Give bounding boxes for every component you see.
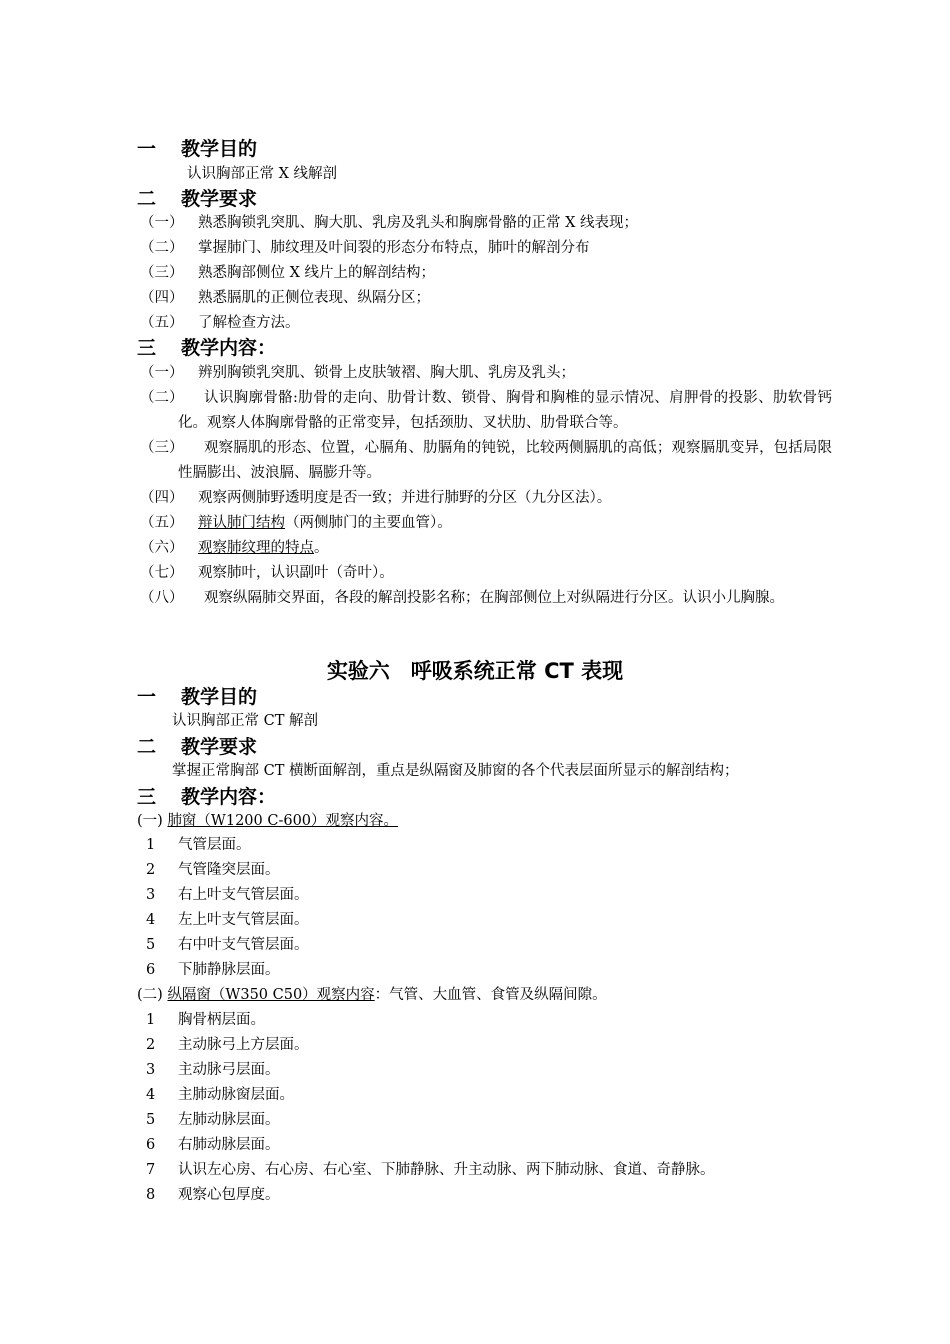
lung-window-heading: (一) 肺窗（W1200 C-600）观察内容。 <box>137 813 399 829</box>
section-heading-requirements: 二 教学要求 <box>137 188 258 210</box>
list-item: 2 气管隆突层面。 <box>146 862 280 878</box>
purpose-text: 认识胸部正常 X 线解剖 <box>187 166 338 182</box>
requirements-text-ct: 掌握正常胸部 CT 横断面解剖，重点是纵隔窗及肺窗的各个代表层面所显示的解剖结构； <box>172 763 739 779</box>
section-heading-content-ct: 三 教学内容： <box>137 786 277 808</box>
list-item: 1 气管层面。 <box>146 837 251 853</box>
document-page: 一 教学目的 认识胸部正常 X 线解剖 二 教学要求 （一） 熟悉胸锁乳突肌、胸大肌、乳房及乳头和胸廓骨骼的正常 X 线表现； （二） 掌握肺门、肺纹理及叶间裂的形态分布特点，肺叶的解剖分布 （三） 熟悉胸部侧位 X 线片上的解剖结构； （四） 熟悉膈肌的正侧位表现、纵隔分区； （五） 了解检查方法。 三 教学内容： （一） 辨别胸锁乳突肌、锁骨上皮肤皱褶、胸大肌、乳房及乳头； （二） 认识胸廓骨骼:肋骨的走向、肋骨计数、锁骨、胸骨和胸椎的显示情况、肩胛骨的投影、肋软骨钙化。观察人体胸廓骨骼的正常变异，包括颈肋、叉状肋、肋骨联合等。 （三） 观察膈肌的形态、位置，心膈角、肋膈角的钝锐，比较两侧膈肌的高低；观察膈肌变异，包括局限性膈膨出、波浪膈、膈膨升等。 （四） 观察两侧肺野透明度是否一致；并进行肺野的分区（九分区法）。 （五） 辩认肺门结构（两侧肺门的主要血管）。 （六） 观察肺纹理的特点。 （七） 观察肺叶，认识副叶（奇叶）。 （八） 观察纵隔肺交界面，各段的解剖投影名称；在胸部侧位上对纵隔进行分区。认识小儿胸腺。 实验六 呼吸系统正常 CT 表现 一 教学目的 认识胸部正常 CT 解剖 二 教学要求 掌握正常胸部 CT 横断面解剖，重点是纵隔窗及肺窗的各个代表层面所显示的解剖结构； 三 教学内容： (一) 肺窗（W1200 C-600）观察内容。 1 气管层面。 2 气管隆突层面。 3 右上叶支气管层面。 4 左上叶支气管层面。 5 右中叶支气管层面。 6 下肺静脉层面。 (二) 纵隔窗（W350 C50）观察内容：气管、大血管、食管及纵隔间隙。 1 胸骨柄层面。 2 主动脉弓上方层面。 3 主动脉弓层面。 4 主肺动脉窗层面。 5 左肺动脉层面。 6 右肺动脉层面。 7 认识左心房、右心房、右心室、下肺静脉、升主动脉、两下肺动脉、食道、奇静脉。 8 观察心包厚度。 <box>0 0 950 1344</box>
section-heading-content: 三 教学内容： <box>137 337 277 359</box>
purpose-text-ct: 认识胸部正常 CT 解剖 <box>172 713 318 729</box>
list-item: 2 主动脉弓上方层面。 <box>146 1037 309 1053</box>
section-heading-purpose-ct: 一 教学目的 <box>137 686 258 708</box>
list-item: 4 左上叶支气管层面。 <box>146 912 309 928</box>
list-item: 8 观察心包厚度。 <box>146 1187 280 1203</box>
section-heading-requirements-ct: 二 教学要求 <box>137 736 258 758</box>
mediastinal-window-heading: (二) 纵隔窗（W350 C50）观察内容：气管、大血管、食管及纵隔间隙。 <box>137 987 607 1003</box>
list-item: 3 右上叶支气管层面。 <box>146 887 309 903</box>
list-item: 1 胸骨柄层面。 <box>146 1012 265 1028</box>
section-heading-purpose: 一 教学目的 <box>137 138 258 160</box>
list-item: 6 右肺动脉层面。 <box>146 1137 280 1153</box>
list-item: 7 认识左心房、右心房、右心室、下肺静脉、升主动脉、两下肺动脉、食道、奇静脉。 <box>146 1162 715 1178</box>
list-item: 3 主动脉弓层面。 <box>146 1062 280 1078</box>
list-item: 5 左肺动脉层面。 <box>146 1112 280 1128</box>
experiment-title: 实验六 呼吸系统正常 CT 表现 <box>326 659 624 683</box>
list-item: 6 下肺静脉层面。 <box>146 962 280 978</box>
list-item: 4 主肺动脉窗层面。 <box>146 1087 294 1103</box>
list-item: 5 右中叶支气管层面。 <box>146 937 309 953</box>
